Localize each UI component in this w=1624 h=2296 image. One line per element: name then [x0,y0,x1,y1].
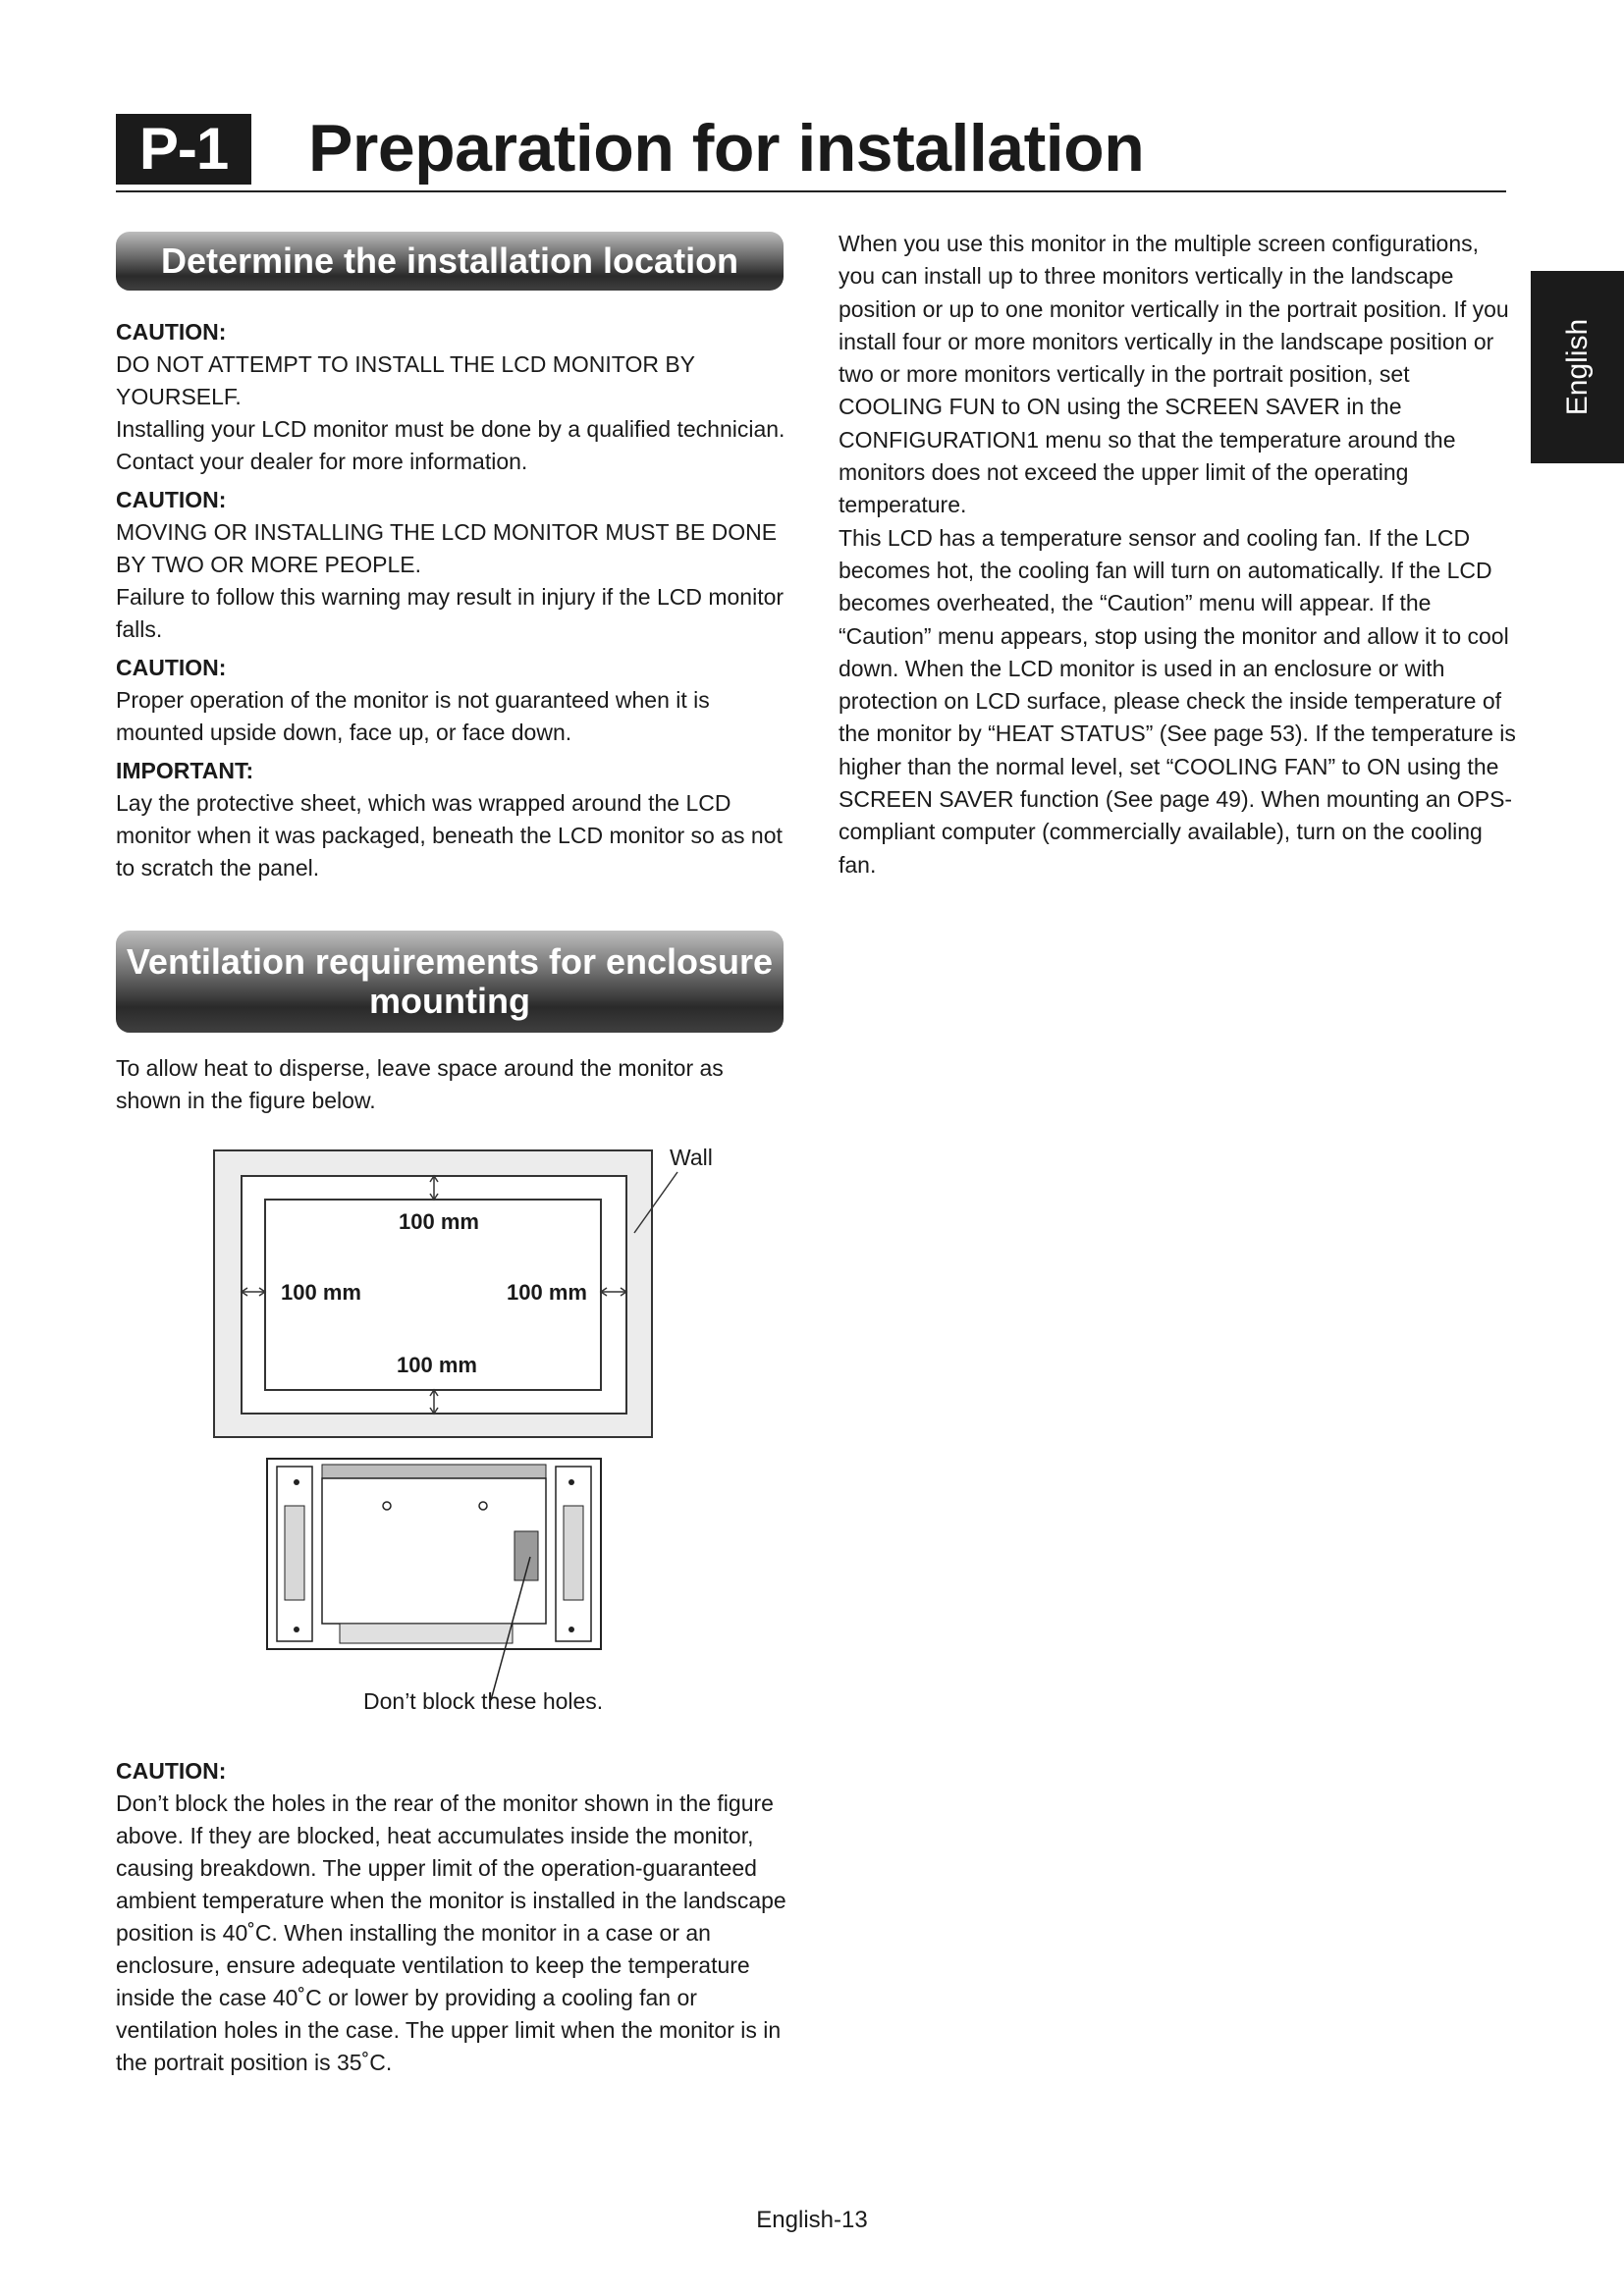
caution-text: Installing your LCD monitor must be done by a qualified technician. Contact your dealer for more information. [116,416,785,474]
multi-screen-paragraph: When you use this monitor in the multiple screen configurations, you can install up to three monitors vertically in the landscape position or up to one monitor vertically in the portrait position. If you install four or more monitors vertically in the landscape position or two or more monitors vertically in the portrait position, set COOLING FUN to ON using the SCREEN SAVER in the CONFIGURATION1 menu so that the temperature around the monitors does not exceed the upper limit of the operating temperature. [839,231,1509,518]
page-header [116,112,1506,192]
installation-location-content [116,316,791,884]
wall-label: Wall [670,1145,713,1170]
caution-heading: CAUTION: [116,487,227,512]
ventilation-caution [116,1755,791,2079]
left-clearance-label: 100 mm [281,1280,361,1305]
top-clearance-label: 100 mm [399,1209,479,1234]
important-text: Lay the protective sheet, which was wrapped around the LCD monitor when it was packaged, beneath the LCD monitor so as not to scratch the panel. [116,790,783,881]
ventilation-intro: To allow heat to disperse, leave space around the monitor as shown in the figure below. [116,1055,724,1113]
caution-text: Don’t block the holes in the rear of the monitor shown in the figure above. If they are blocked, heat accumulates inside the monitor, causing breakdown. The upper limit of the operation-guaranteed ambient temperature when the monitor is installed in the landscape position is 40˚C. When installing the monitor in a case or an enclosure, ensure adequate ventilation to keep the temperature inside the case 40˚C or lower by providing a cooling fan or ventilation holes in the case. The upper limit when the monitor is in the portrait position is 35˚C. [116,1790,786,2075]
caution-text: Failure to follow this warning may result in injury if the LCD monitor falls. [116,584,785,642]
monitor-rear-illustration [267,1459,601,1649]
caution-text: Proper operation of the monitor is not guaranteed when it is mounted upside down, face up, or face down. [116,687,710,745]
language-tab-label: English [1560,318,1594,416]
language-tab [1531,271,1624,463]
right-clearance-label: 100 mm [507,1280,587,1305]
holes-caption: Don’t block these holes. [363,1688,604,1714]
ventilation-figure [206,1145,717,1714]
section-badge: P-1 [116,114,251,185]
caution-heading: CAUTION: [116,655,227,680]
caution-heading: CAUTION: [116,319,227,345]
section-banner-installation-location: Determine the installation location [116,232,784,291]
right-column [839,228,1516,881]
caution-text: DO NOT ATTEMPT TO INSTALL THE LCD MONITOR BY YOURSELF. [116,351,695,409]
page-number: English-13 [756,2207,868,2233]
page-title: Preparation for installation [308,111,1145,186]
section-banner-ventilation: Ventilation requirements for enclosure mounting [116,931,784,1033]
bottom-clearance-label: 100 mm [397,1353,477,1377]
caution-heading: CAUTION: [116,1758,227,1784]
temperature-sensor-paragraph: This LCD has a temperature sensor and cooling fan. If the LCD becomes hot, the cooling fan will turn on automatically. If the LCD becomes overheated, the “Caution” menu will appear. If the “Caution” menu appears, stop using the monitor and allow it to cool down. When the LCD monitor is used in an enclosure or with protection on LCD surface, please check the inside temperature of the monitor by “HEAT STATUS” (See page 53). If the temperature is higher than the normal level, set “COOLING FAN” to ON using the SCREEN SAVER function (See page 49). When mounting an OPS-compliant computer (commercially available), turn on the cooling fan. [839,524,1516,878]
important-heading: IMPORTANT: [116,758,254,783]
caution-text: MOVING OR INSTALLING THE LCD MONITOR MUST BE DONE BY TWO OR MORE PEOPLE. [116,519,778,577]
